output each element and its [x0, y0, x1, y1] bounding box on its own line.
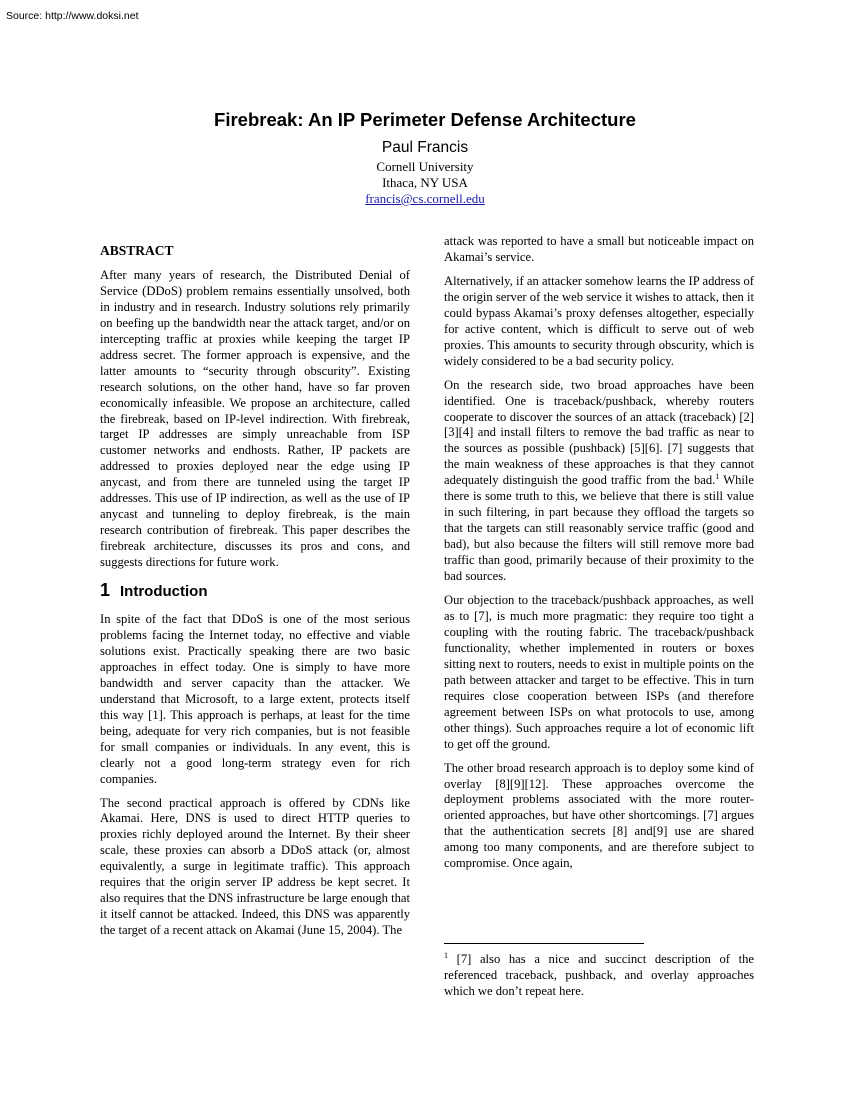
- footnote-marker: 1: [715, 472, 720, 482]
- source-url: Source: http://www.doksi.net: [6, 10, 139, 22]
- intro-paragraph-3: Alternatively, if an attacker somehow learns the IP address of the origin server of the web service it wishes to attack, then it could bypass Akamai’s proxy defenses altogether, especially for active content, which is difficult to serve out of web proxies. This amounts to security through obscurity, which is widely considered to be a bad security policy.: [444, 273, 754, 368]
- author-email-link[interactable]: francis@cs.cornell.edu: [365, 191, 485, 206]
- left-column: [100, 234, 410, 947]
- intro-paragraph-4: [444, 378, 754, 585]
- section-heading: [100, 580, 410, 601]
- footnote-text: [7] also has a nice and succinct description of the referenced traceback, pushback, and overlay approaches which we don’t repeat here.: [444, 952, 754, 998]
- paper-title: Firebreak: An IP Perimeter Defense Architecture: [214, 109, 636, 130]
- author-name: Paul Francis: [381, 139, 469, 156]
- abstract-text: After many years of research, the Distributed Denial of Service (DDoS) problem remains essentially unsolved, both in industry and in research. Industry solutions rely primarily on beefing up the bandwidth near the attack target, and/or on intercepting traffic at proxies while keeping the target IP address secret. The former approach is expensive, and the latter amounts to “security through obscurity”. Existing research solutions, on the other hand, have so far proven economically infeasible. We propose an architecture, called the firebreak, based on IP-level indirection. With firebreak, target IP addresses are simply unreachable from ISP customer networks and endhosts. Rather, IP packets are addressed to proxies deployed near the edge using IP anycast, and from there are tunneled using the target IP addresses. This use of IP indirection, as well as the use of IP anycast and tunneling to deploy firebreak, is the main research contribution of firebreak. This paper describes the firebreak architecture, discusses its pros and cons, and suggests directions for future work.: [100, 267, 410, 570]
- author-institution: Cornell University: [376, 159, 474, 174]
- footnote-divider: [444, 943, 644, 944]
- abstract-heading: ABSTRACT: [100, 243, 174, 258]
- footnote-number: 1: [444, 950, 448, 960]
- intro-paragraph-4-part-a: On the research side, two broad approaches have been identified. One is traceback/pushback, whereby routers cooperate to discover the sources of an attack (traceback) [2][3][4] and install filters to remove the bad traffic as near to the sources as possible (pushback) [5][6]. [7] suggests that the main weakness of these approaches is that they cannot adequately distinguish the good traffic from the bad.: [444, 377, 754, 488]
- intro-paragraph-1: In spite of the fact that DDoS is one of the most serious problems facing the Internet today, no effective and viable solutions exist. Practically speaking there are two basic approaches in effect today. One is simply to have more bandwidth and server capacity than the attacker. We understand that Microsoft, to a large extent, protects itself this way [1]. This approach is perhaps, at least for the time being, adequate for very rich companies, but is not feasible for small companies or individuals. In any event, this is clearly not a good long-term strategy even for rich companies.: [100, 612, 410, 786]
- intro-paragraph-2: The second practical approach is offered by CDNs like Akamai. Here, DNS is used to direct HTTP queries to proxies richly deployed around the Internet. By their sheer scale, these proxies can absorb a DDoS attack (or, almost equivalently, a surge in legitimate traffic). This approach requires that the origin server IP address be kept secret. It also requires that the DNS infrastructure be large enough that it itself cannot be attacked. Indeed, this DNS was apparently the target of a recent attack on Akamai (June 15, 2004). The: [100, 795, 410, 938]
- intro-paragraph-5: Our objection to the traceback/pushback approaches, as well as to [7], is much more pragmatic: they require too tight a coupling with the routing fabric. The traceback/pushback functionality, whether implemented in routers or boxes sitting next to routers, needs to exist in multiple points on the path between attacker and target to be effective. This in turn requires close cooperation between ISPs (and therefore agreement between ISPs on what protocols to use, among other things). Such approaches require a lot of economic lift to get off the ground.: [444, 593, 754, 751]
- intro-paragraph-4-part-b: While there is some truth to this, we believe that there is still value in such filtering, in part because they offload the targets so that the targets can still reasonably service traffic (good and bad), but also because the filters will still remove more bad traffic than good, primarily because of their proximity to the bad sources.: [444, 473, 754, 584]
- author-location: Ithaca, NY USA: [382, 175, 468, 190]
- section-number: 1: [100, 580, 111, 601]
- section-title: Introduction: [120, 583, 208, 601]
- intro-paragraph-2-continued: attack was reported to have a small but noticeable impact on Akamai’s service.: [444, 234, 754, 264]
- intro-paragraph-6: The other broad research approach is to deploy some kind of overlay [8][9][12]. These approaches overcome the deployment problems associated with the more router-oriented approaches, but have other shortcomings. [7] argues that the authentication secrets [8] and[9] use are shared among too many components, and are therefore subject to compromise. Once again,: [444, 760, 754, 871]
- right-column: [444, 234, 754, 880]
- footnote: [444, 952, 754, 1000]
